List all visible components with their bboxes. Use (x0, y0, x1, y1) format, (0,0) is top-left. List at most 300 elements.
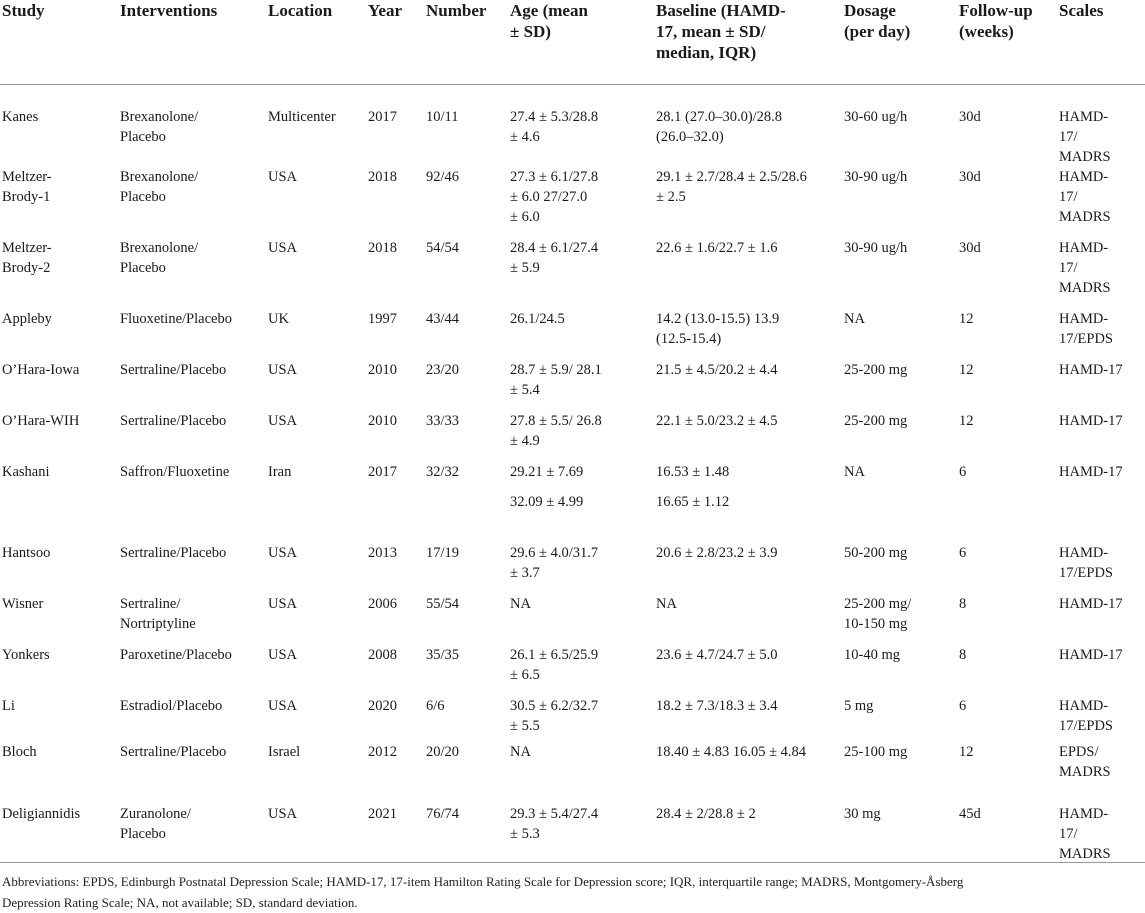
table-row (0, 411, 1145, 462)
header-interventions (120, 0, 268, 85)
cell-location (268, 594, 368, 645)
table-row (0, 462, 1145, 492)
cell-dosage-line: 30-90 ug/h (844, 169, 908, 185)
cell-location (268, 309, 368, 360)
header-baseline-line: Baseline (HAMD- (656, 1, 786, 20)
cell-age-line: ± 4.9 (510, 433, 540, 449)
cell-location-line: UK (268, 311, 289, 327)
cell-year-line: 2018 (368, 240, 397, 256)
cell-number (426, 696, 510, 742)
cell-age-line: ± 5.5 (510, 718, 540, 734)
cell-year (368, 645, 426, 696)
cell-year-line: 2010 (368, 362, 397, 378)
cell-baseline-line: 16.65 ± 1.12 (656, 494, 730, 510)
cell-age (510, 85, 656, 168)
cell-scales-line: HAMD- (1059, 109, 1109, 125)
cell-follow-up-line: 30d (959, 240, 981, 256)
cell-dosage-line: NA (844, 311, 865, 327)
table-footnote (0, 862, 1145, 913)
cell-scales-line: HAMD- (1059, 698, 1109, 714)
cell-interventions-line: Placebo (120, 260, 166, 276)
cell-dosage-line: 25-200 mg (844, 413, 908, 429)
cell-study-line: Bloch (2, 744, 37, 760)
header-scales-line: Scales (1059, 1, 1104, 20)
cell-follow-up (959, 645, 1059, 696)
cell-dosage (844, 462, 959, 492)
cell-number (426, 594, 510, 645)
cell-scales-line: HAMD- (1059, 169, 1109, 185)
cell-interventions-line: Placebo (120, 826, 166, 842)
cell-interventions-line: Brexanolone/ (120, 240, 199, 256)
cell-location-line: USA (268, 362, 298, 378)
table-row (0, 594, 1145, 645)
header-baseline (656, 0, 844, 85)
cell-age (510, 492, 656, 543)
cell-follow-up-line: 12 (959, 413, 974, 429)
cell-scales-line: 17/EPDS (1059, 565, 1113, 581)
cell-study (0, 411, 120, 462)
cell-scales (1059, 238, 1145, 309)
cell-year (368, 411, 426, 462)
cell-age (510, 167, 656, 238)
cell-study-line: Appleby (2, 311, 52, 327)
cell-interventions (120, 411, 268, 462)
cell-number-line: 55/54 (426, 596, 460, 612)
cell-interventions-line: Brexanolone/ (120, 169, 199, 185)
cell-dosage (844, 696, 959, 742)
cell-baseline-line: 18.2 ± 7.3/18.3 ± 3.4 (656, 698, 778, 714)
cell-scales-line: MADRS (1059, 280, 1111, 296)
cell-scales-line: 17/EPDS (1059, 331, 1113, 347)
table-row (0, 85, 1145, 168)
cell-follow-up-line: 6 (959, 545, 967, 561)
cell-study-line: Wisner (2, 596, 44, 612)
cell-age (510, 645, 656, 696)
cell-interventions (120, 742, 268, 804)
cell-location (268, 238, 368, 309)
cell-study (0, 85, 120, 168)
cell-scales (1059, 167, 1145, 238)
cell-location-line: USA (268, 596, 298, 612)
cell-year (368, 309, 426, 360)
cell-scales-line: HAMD-17 (1059, 647, 1123, 663)
cell-location-line: Multicenter (268, 109, 336, 125)
cell-follow-up-line: 12 (959, 311, 974, 327)
cell-dosage-line: 30-90 ug/h (844, 240, 908, 256)
header-age (510, 0, 656, 85)
cell-number (426, 742, 510, 804)
cell-follow-up-line: 30d (959, 169, 981, 185)
cell-number-line: 35/35 (426, 647, 460, 663)
cell-dosage-line: 30 mg (844, 806, 881, 822)
cell-year-line: 2021 (368, 806, 397, 822)
cell-baseline-line: 20.6 ± 2.8/23.2 ± 3.9 (656, 545, 778, 561)
cell-number (426, 167, 510, 238)
cell-follow-up-line: 45d (959, 806, 981, 822)
cell-scales-line: HAMD-17 (1059, 464, 1123, 480)
cell-study (0, 804, 120, 864)
cell-location-line: USA (268, 169, 298, 185)
cell-follow-up-line: 6 (959, 698, 967, 714)
cell-scales (1059, 462, 1145, 492)
cell-interventions-line: Sertraline/Placebo (120, 362, 227, 378)
cell-interventions-line: Sertraline/Placebo (120, 744, 227, 760)
cell-interventions-line: Placebo (120, 189, 166, 205)
cell-age (510, 309, 656, 360)
cell-location (268, 696, 368, 742)
cell-study (0, 594, 120, 645)
cell-age-line: NA (510, 744, 531, 760)
cell-year-line: 2013 (368, 545, 397, 561)
cell-location (268, 167, 368, 238)
header-follow-up-line: (weeks) (959, 22, 1014, 41)
cell-study (0, 696, 120, 742)
cell-location (268, 462, 368, 492)
cell-scales (1059, 543, 1145, 594)
cell-age-line: ± 5.3 (510, 826, 540, 842)
cell-interventions-line: Nortriptyline (120, 616, 196, 632)
cell-interventions-line: Placebo (120, 129, 166, 145)
cell-scales (1059, 804, 1145, 864)
cell-location (268, 804, 368, 864)
cell-interventions-line: Brexanolone/ (120, 109, 199, 125)
cell-scales-line: 17/ (1059, 189, 1078, 205)
cell-year-line: 2006 (368, 596, 397, 612)
cell-interventions (120, 804, 268, 864)
cell-interventions-line: Sertraline/ (120, 596, 181, 612)
footnote-line-1: Abbreviations: EPDS, Edinburgh Postnatal Depression Scale; HAMD-17, 17-item Hamilton Rating Scale for Depression score; IQR, interquartile range; MADRS, Montgomery-Åsberg (2, 874, 964, 889)
cell-age (510, 411, 656, 462)
cell-number-line: 17/19 (426, 545, 460, 561)
cell-year (368, 804, 426, 864)
cell-dosage (844, 645, 959, 696)
cell-year (368, 85, 426, 168)
cell-year-line: 2020 (368, 698, 397, 714)
cell-scales-line: HAMD- (1059, 311, 1109, 327)
cell-scales-line: 17/ (1059, 129, 1078, 145)
cell-age-line: ± 3.7 (510, 565, 540, 581)
cell-location-line: USA (268, 698, 298, 714)
header-study (0, 0, 120, 85)
cell-location-line: USA (268, 413, 298, 429)
header-interventions-line: Interventions (120, 1, 218, 20)
cell-year-line: 2008 (368, 647, 397, 663)
cell-age-line: 27.3 ± 6.1/27.8 (510, 169, 599, 185)
cell-age (510, 543, 656, 594)
cell-scales-line: HAMD-17 (1059, 413, 1123, 429)
cell-year-line: 2017 (368, 109, 397, 125)
cell-scales (1059, 742, 1145, 804)
cell-number-line: 32/32 (426, 464, 460, 480)
cell-location (268, 543, 368, 594)
cell-dosage (844, 543, 959, 594)
cell-study (0, 462, 120, 492)
cell-dosage (844, 411, 959, 462)
cell-baseline (656, 309, 844, 360)
cell-scales-line: 17/ (1059, 826, 1078, 842)
cell-year (368, 594, 426, 645)
cell-follow-up (959, 360, 1059, 411)
cell-follow-up (959, 804, 1059, 864)
cell-dosage (844, 360, 959, 411)
cell-scales (1059, 85, 1145, 168)
cell-baseline-line: 16.53 ± 1.48 (656, 464, 730, 480)
cell-scales (1059, 594, 1145, 645)
header-baseline-line: 17, mean ± SD/ (656, 22, 766, 41)
cell-baseline (656, 696, 844, 742)
cell-interventions-line: Estradiol/Placebo (120, 698, 223, 714)
cell-number (426, 492, 510, 543)
cell-baseline-line: 28.4 ± 2/28.8 ± 2 (656, 806, 756, 822)
cell-location-line: Israel (268, 744, 301, 760)
header-row (0, 0, 1145, 85)
cell-year (368, 238, 426, 309)
cell-dosage-line: 25-200 mg (844, 362, 908, 378)
cell-study (0, 645, 120, 696)
cell-baseline (656, 85, 844, 168)
cell-interventions (120, 462, 268, 492)
cell-study-line: Hantsoo (2, 545, 51, 561)
cell-baseline-line: 29.1 ± 2.7/28.4 ± 2.5/28.6 (656, 169, 807, 185)
cell-year (368, 492, 426, 543)
cell-year-line: 2010 (368, 413, 397, 429)
cell-number-line: 33/33 (426, 413, 460, 429)
cell-age-line: 29.6 ± 4.0/31.7 (510, 545, 599, 561)
cell-study-line: Brody-2 (2, 260, 51, 276)
cell-dosage (844, 238, 959, 309)
table-row (0, 360, 1145, 411)
cell-interventions (120, 85, 268, 168)
cell-interventions (120, 492, 268, 543)
cell-interventions-line: Sertraline/Placebo (120, 545, 227, 561)
table-row (0, 543, 1145, 594)
cell-year-line: 1997 (368, 311, 397, 327)
cell-interventions (120, 594, 268, 645)
cell-scales-line: MADRS (1059, 764, 1111, 780)
cell-study-line: Meltzer- (2, 240, 52, 256)
cell-dosage-line: 30-60 ug/h (844, 109, 908, 125)
cell-age-line: 27.8 ± 5.5/ 26.8 (510, 413, 602, 429)
cell-age (510, 238, 656, 309)
cell-location-line: USA (268, 647, 298, 663)
cell-location-line: USA (268, 806, 298, 822)
cell-number (426, 309, 510, 360)
table-row (0, 645, 1145, 696)
cell-number-line: 6/6 (426, 698, 445, 714)
cell-scales-line: EPDS/ (1059, 744, 1099, 760)
cell-baseline (656, 462, 844, 492)
cell-number (426, 411, 510, 462)
cell-interventions-line: Paroxetine/Placebo (120, 647, 232, 663)
cell-age-line: 26.1 ± 6.5/25.9 (510, 647, 599, 663)
cell-study (0, 360, 120, 411)
cell-age (510, 742, 656, 804)
header-follow-up-line: Follow-up (959, 1, 1033, 20)
header-study-line: Study (2, 1, 45, 20)
cell-age-line: 28.4 ± 6.1/27.4 (510, 240, 599, 256)
header-age-line: ± SD) (510, 22, 551, 41)
header-baseline-line: median, IQR) (656, 43, 757, 62)
cell-age-line: ± 5.9 (510, 260, 540, 276)
cell-study (0, 543, 120, 594)
cell-baseline-line: 22.1 ± 5.0/23.2 ± 4.5 (656, 413, 778, 429)
cell-baseline-line: 28.1 (27.0–30.0)/28.8 (656, 109, 783, 125)
cell-age (510, 696, 656, 742)
cell-scales-line: HAMD- (1059, 240, 1109, 256)
header-number-line: Number (426, 1, 487, 20)
cell-year (368, 462, 426, 492)
cell-location-line: USA (268, 545, 298, 561)
cell-follow-up-line: 12 (959, 744, 974, 760)
cell-interventions (120, 238, 268, 309)
cell-study (0, 742, 120, 804)
cell-scales-line: MADRS (1059, 209, 1111, 225)
footnote-line-2: Depression Rating Scale; NA, not available; SD, standard deviation. (2, 895, 358, 910)
cell-location (268, 85, 368, 168)
cell-dosage-line: NA (844, 464, 865, 480)
cell-baseline-line: 14.2 (13.0-15.5) 13.9 (656, 311, 780, 327)
cell-follow-up (959, 462, 1059, 492)
cell-age-line: ± 6.0 27/27.0 (510, 189, 588, 205)
cell-age-line: ± 6.0 (510, 209, 540, 225)
cell-location-line: Iran (268, 464, 292, 480)
cell-follow-up-line: 8 (959, 596, 967, 612)
cell-number (426, 238, 510, 309)
cell-dosage (844, 492, 959, 543)
cell-study-line: Yonkers (2, 647, 50, 663)
cell-number (426, 804, 510, 864)
cell-baseline-line: 21.5 ± 4.5/20.2 ± 4.4 (656, 362, 778, 378)
cell-dosage (844, 85, 959, 168)
cell-baseline (656, 411, 844, 462)
table-body (0, 85, 1145, 865)
header-scales (1059, 0, 1145, 85)
cell-age-line: 26.1/24.5 (510, 311, 565, 327)
cell-follow-up (959, 309, 1059, 360)
cell-interventions (120, 309, 268, 360)
cell-interventions (120, 543, 268, 594)
cell-baseline (656, 804, 844, 864)
cell-scales-line: 17/EPDS (1059, 718, 1113, 734)
cell-baseline (656, 238, 844, 309)
cell-dosage-line: 50-200 mg (844, 545, 908, 561)
cell-baseline (656, 645, 844, 696)
cell-interventions (120, 645, 268, 696)
cell-number (426, 85, 510, 168)
header-year (368, 0, 426, 85)
cell-year-line: 2012 (368, 744, 397, 760)
cell-scales (1059, 696, 1145, 742)
cell-follow-up (959, 696, 1059, 742)
cell-location (268, 360, 368, 411)
cell-follow-up (959, 742, 1059, 804)
cell-baseline (656, 360, 844, 411)
cell-scales-line: MADRS (1059, 149, 1111, 165)
cell-dosage (844, 804, 959, 864)
cell-interventions (120, 696, 268, 742)
cell-study (0, 492, 120, 543)
cell-age (510, 804, 656, 864)
cell-dosage-line: 25-100 mg (844, 744, 908, 760)
cell-interventions-line: Fluoxetine/Placebo (120, 311, 232, 327)
cell-scales-line: 17/ (1059, 260, 1078, 276)
cell-location (268, 492, 368, 543)
cell-study (0, 309, 120, 360)
cell-age-line: NA (510, 596, 531, 612)
cell-dosage (844, 309, 959, 360)
cell-follow-up (959, 85, 1059, 168)
header-year-line: Year (368, 1, 402, 20)
table-row (0, 696, 1145, 742)
cell-baseline-line: NA (656, 596, 677, 612)
cell-dosage (844, 167, 959, 238)
cell-number-line: 43/44 (426, 311, 460, 327)
cell-study-line: Li (2, 698, 15, 714)
table-row (0, 492, 1145, 543)
cell-year (368, 696, 426, 742)
cell-baseline-line: 18.40 ± 4.83 16.05 ± 4.84 (656, 744, 807, 760)
cell-interventions-line: Sertraline/Placebo (120, 413, 227, 429)
cell-baseline (656, 167, 844, 238)
cell-year (368, 167, 426, 238)
header-dosage-line: (per day) (844, 22, 911, 41)
cell-age (510, 462, 656, 492)
cell-study-line: Deligiannidis (2, 806, 81, 822)
cell-follow-up (959, 238, 1059, 309)
cell-scales (1059, 360, 1145, 411)
cell-year (368, 543, 426, 594)
cell-study-line: Kashani (2, 464, 50, 480)
cell-baseline-line: 23.6 ± 4.7/24.7 ± 5.0 (656, 647, 778, 663)
cell-scales-line: HAMD- (1059, 806, 1109, 822)
cell-location (268, 645, 368, 696)
cell-age-line: 28.7 ± 5.9/ 28.1 (510, 362, 602, 378)
cell-location-line: USA (268, 240, 298, 256)
cell-follow-up (959, 411, 1059, 462)
cell-scales (1059, 411, 1145, 462)
cell-location (268, 411, 368, 462)
cell-follow-up-line: 8 (959, 647, 967, 663)
cell-year (368, 360, 426, 411)
cell-number-line: 10/11 (426, 109, 459, 125)
cell-baseline-line: (12.5-15.4) (656, 331, 722, 347)
cell-age-line: 29.21 ± 7.69 (510, 464, 584, 480)
cell-scales-line: MADRS (1059, 846, 1111, 862)
cell-study-line: O’Hara-Iowa (2, 362, 80, 378)
header-follow-up (959, 0, 1059, 85)
cell-interventions-line: Zuranolone/ (120, 806, 191, 822)
cell-baseline-line: ± 2.5 (656, 189, 686, 205)
cell-age (510, 594, 656, 645)
cell-dosage-line: 25-200 mg/ (844, 596, 912, 612)
cell-year-line: 2017 (368, 464, 397, 480)
header-number (426, 0, 510, 85)
cell-baseline (656, 543, 844, 594)
cell-baseline (656, 742, 844, 804)
cell-follow-up (959, 492, 1059, 543)
cell-interventions-line: Saffron/Fluoxetine (120, 464, 230, 480)
table-row (0, 167, 1145, 238)
cell-interventions (120, 167, 268, 238)
cell-number (426, 543, 510, 594)
cell-scales (1059, 645, 1145, 696)
cell-study-line: Meltzer- (2, 169, 52, 185)
cell-age-line: ± 6.5 (510, 667, 540, 683)
cell-number (426, 360, 510, 411)
cell-study-line: Kanes (2, 109, 39, 125)
cell-follow-up (959, 594, 1059, 645)
table-row (0, 238, 1145, 309)
